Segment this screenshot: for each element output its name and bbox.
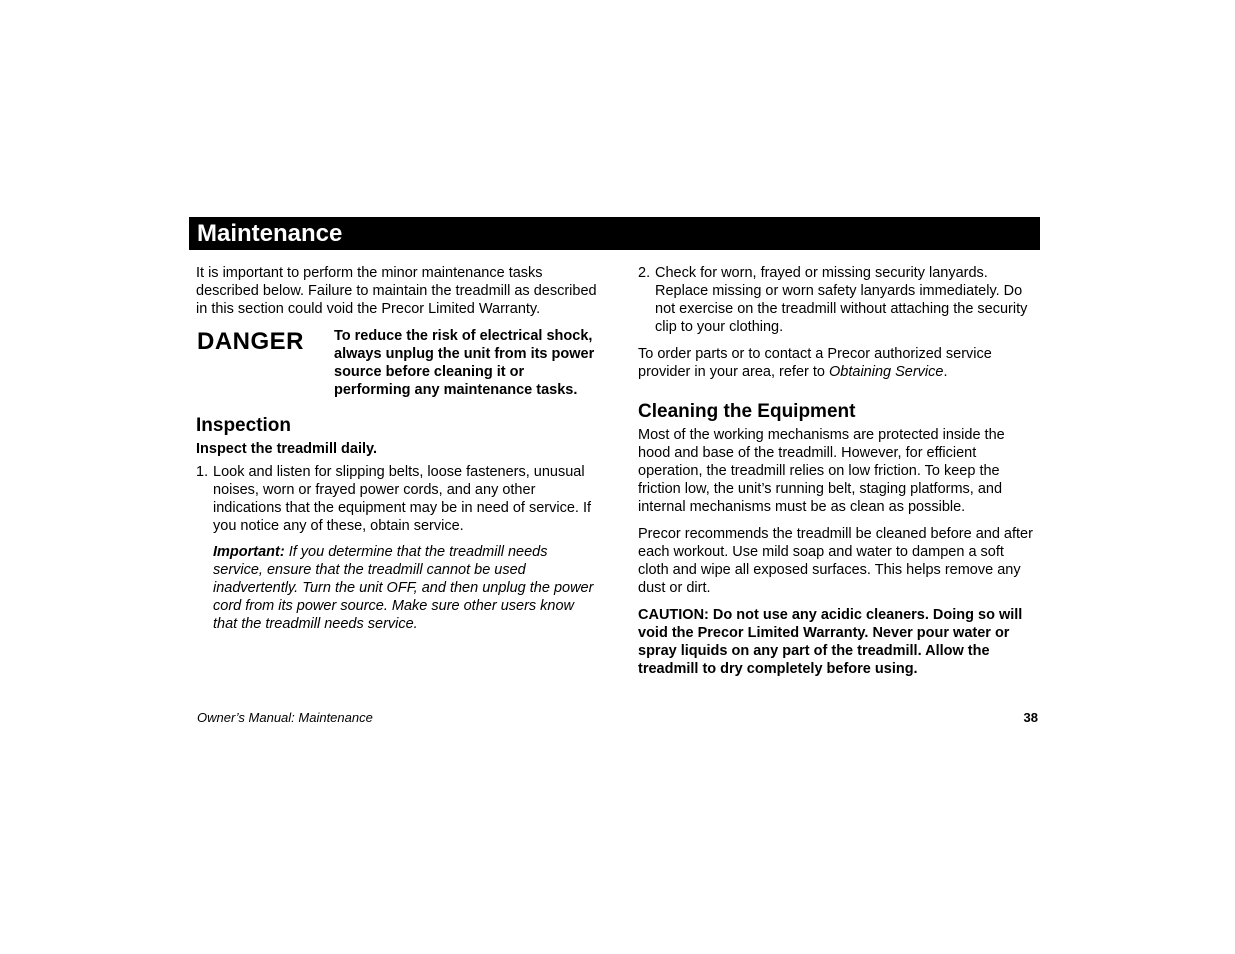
cleaning-heading: Cleaning the Equipment <box>638 401 856 422</box>
caution-paragraph: CAUTION: Do not use any acidic cleaners. Doing so will void the Precor Limited Warranty. Never pour water or spray liquids on any part of the treadmill. Allow the treadmill to dry completely before using. <box>638 607 1023 677</box>
list-item-number: 2. <box>638 265 651 281</box>
important-label: Important: <box>213 544 285 560</box>
list-item-1 <box>196 463 601 535</box>
important-text: If you determine that the treadmill needs service, ensure that the treadmill cannot be used inadvertently. Turn the unit OFF, and then unplug the power cord from its power source. Make sure other users know that the treadmill needs service. <box>213 544 594 632</box>
section-title-bar <box>189 217 1040 250</box>
page-number: 38 <box>1023 710 1038 725</box>
list-item-text: Check for worn, frayed or missing security lanyards. Replace missing or worn safety lanyards immediately. Do not exercise on the treadmill without attaching the security clip to your clothing. <box>655 265 1028 335</box>
inspection-heading: Inspection <box>196 415 292 436</box>
list-item-2 <box>638 264 1038 336</box>
danger-text: To reduce the risk of electrical shock, always unplug the unit from its power source before cleaning it or performing any maintenance tasks. <box>334 328 595 398</box>
intro-paragraph: It is important to perform the minor maintenance tasks described below. Failure to maintain the treadmill as described in this section could void the Precor Limited Warranty. <box>196 265 597 317</box>
section-title: Maintenance <box>197 220 343 247</box>
order-end: . <box>943 364 948 380</box>
danger-notice <box>196 327 601 399</box>
list-item-number: 1. <box>196 464 209 480</box>
important-note <box>196 543 601 633</box>
list-item-text: Look and listen for slipping belts, loose fasteners, unusual noises, worn or frayed power cords, and any other indications that the equipment may be in need of service. If you notice any of these, obtain service. <box>213 464 592 534</box>
inspection-subheading: Inspect the treadmill daily. <box>196 441 378 457</box>
obtaining-service-reference: Obtaining Service <box>829 364 944 380</box>
cleaning-paragraph-1: Most of the working mechanisms are protected inside the hood and base of the treadmill. However, for efficient operation, the treadmill relies on low friction. To keep the friction low, the unit’s running belt, staging platforms, and internal mechanisms must be as clean as possible. <box>638 427 1005 515</box>
danger-label: DANGER <box>197 328 305 355</box>
footer-title: Owner’s Manual: Maintenance <box>197 710 373 725</box>
order-paragraph <box>638 345 1038 381</box>
right-column <box>638 264 1038 678</box>
order-text: To order parts or to contact a Precor authorized service provider in your area, refer to <box>638 346 992 380</box>
left-column <box>196 264 601 633</box>
cleaning-paragraph-2: Precor recommends the treadmill be cleaned before and after each workout. Use mild soap and water to dampen a soft cloth and wipe all exposed surfaces. This helps remove any dust or dirt. <box>638 526 1033 596</box>
